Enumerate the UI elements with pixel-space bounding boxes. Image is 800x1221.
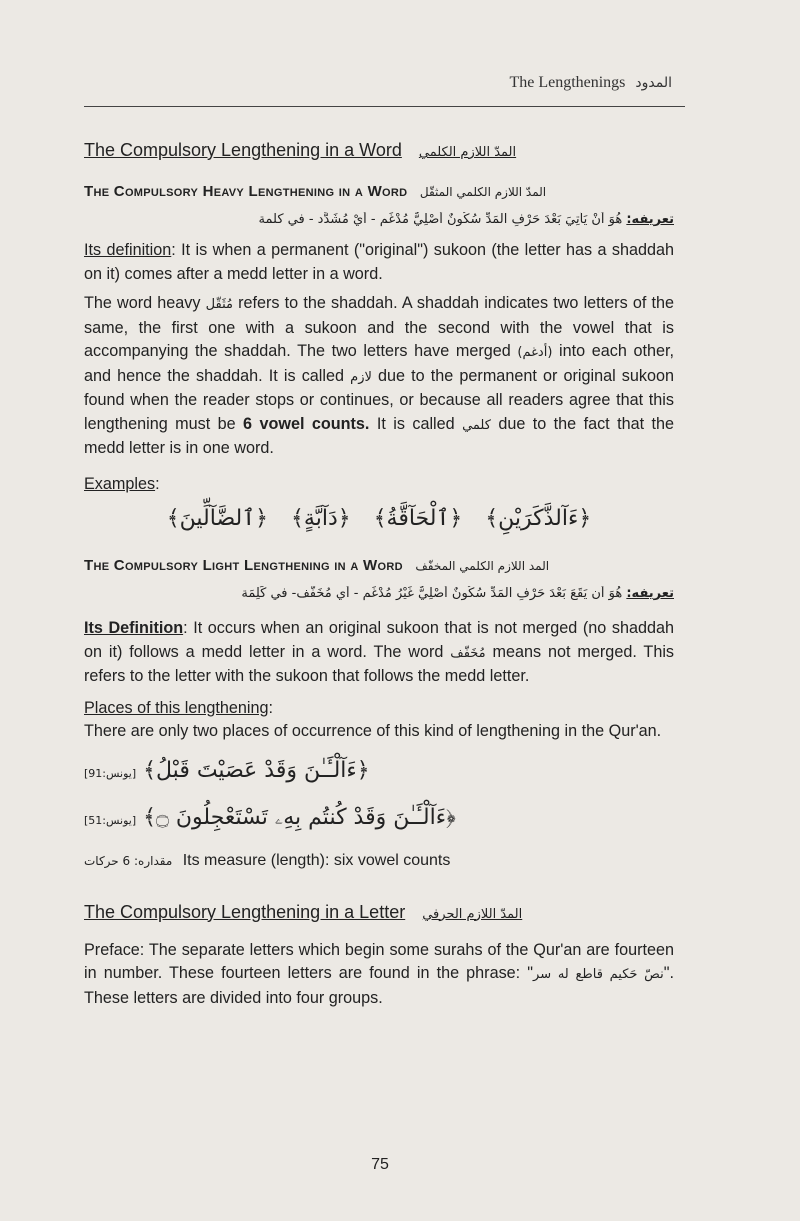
text-run: due to the fact that the medd letter is in one word. [84,414,674,457]
running-head-title: The Lengthenings [509,74,626,91]
text-run: : It occurs when an original sukoon that is not merged (no shaddah on it) follows a medd letter in a word. The word [84,619,674,661]
arabic-word-merged: (أدغم) [517,345,553,360]
its-definition-label: Its definition [84,241,172,259]
examples-label-line [84,473,674,497]
arabic-definition-text: هُوَ أَن يَقَعَ بَعْدَ حَرْفِ المَدِّ سُكُونٌ أَصْلِيٌّ غَيْرُ مُدْغَمٍ - أي مُخَفّف- في كَلِمَة [241,586,623,601]
verse-2-reference: [يونس:51] [84,813,137,827]
text-run: The word heavy [84,294,206,312]
heavy-explanation-paragraph [84,292,674,461]
places-label-line [84,697,674,721]
subheading-light-en: The Compulsory Light Lengthening in a Word [84,557,403,574]
subheading-light-ar: المد اللازم الكلمي المخفّف [415,559,550,573]
arabic-definition-label: تعريفه: [626,212,674,227]
six-vowel-counts: 6 vowel counts. [243,414,370,433]
section-heading-word [84,140,674,161]
header-rule [84,106,685,107]
preface-paragraph [84,939,674,1011]
text-run: means not merged. This refers to the letter with the sukoon that follows the medd letter. [84,642,675,685]
text-run: ". These letters are divided into four groups. [84,964,674,1007]
places-paragraph: There are only two places of occurrence of this kind of lengthening in the Qur'an. [84,722,662,740]
arabic-definition-heavy [84,212,674,227]
arabic-phrase: نصّ حَكيم قاطع له سر [533,967,664,982]
examples-row [84,506,674,531]
examples-label: Examples [84,474,156,493]
page-number: 75 [371,1156,389,1173]
example-word: ﴿ٱلضَّآلِّينَ﴾ [166,506,269,531]
page-content [84,140,674,1016]
text-run: refers to the shaddah. A shaddah indicates two letters of the same, the first one with a sukoon and the second with the vowel that is accompanying the shaddah. The two letters have merged [84,294,674,360]
arabic-word-heavy: مُثَقّل [205,297,233,312]
arabic-definition-label: تعريفه: [626,586,674,601]
places-colon: : [268,698,273,717]
text-run: due to the permanent or original sukoon found when the reader stops or continues, or because all readers agree that this lengthening must be [84,366,674,433]
text-run: Preface: The separate letters which begin some surahs of the Qur'an are fourteen in number. These fourteen letters are found in the phrase: " [84,940,674,982]
its-definition-text: : It is when a permanent ("original") sukoon (the letter has a shaddah on it) comes after a medd letter in a word. [84,241,674,283]
arabic-word-lazim: لازم [350,369,372,385]
places-label: Places of this lengthening [84,698,269,717]
subheading-heavy [84,183,674,200]
section-heading-letter-en: The Compulsory Lengthening in a Letter [84,901,406,922]
examples-colon: : [155,474,160,493]
arabic-definition-light [84,586,674,601]
section-heading-word-en: The Compulsory Lengthening in a Word [84,140,402,160]
light-definition-paragraph [84,617,674,689]
text-run: It is called [369,414,463,433]
subheading-light [84,557,674,574]
verse-1 [84,758,674,783]
verse-1-text: ﴿ءَآلْـَٔـٰنَ وَقَدْ عَصَيْتَ قَبْلُ﴾ [143,757,370,783]
example-word: ﴿ٱلْحَآقَّةُ﴾ [373,506,463,531]
its-definition-label: Its Definition [84,619,184,637]
measure-english: Its measure (length): six vowel counts [182,851,451,869]
arabic-word-kalimi: كلمي [462,417,491,433]
subheading-heavy-en: The Compulsory Heavy Lengthening in a Word [84,183,408,200]
arabic-word-mukhaffaf: مُخَفّف [450,645,486,661]
arabic-definition-text: هُوَ أَنْ يَأْتِيَ بَعْدَ حَرْفِ المَدِّ سُكُونٌ أَصْلِيٌّ مُدْغَم - أَيْ مُشَدَّد - في كلمة [258,212,623,227]
verse-2 [84,805,674,830]
heavy-definition-paragraph [84,239,674,286]
section-heading-letter [84,902,674,923]
example-word: ﴿ءَآلذَّكَرَيْنِ﴾ [485,506,592,531]
verse-2-text: ﴿ءَآلْـَٔـٰنَ وَقَدْ كُنتُم بِهِۦ تَسْتَعْجِلُونَ ۝﴾ [143,804,456,830]
measure-line [84,852,674,870]
text-run: into each other, and hence the shaddah. It is called [84,342,674,385]
section-heading-word-ar: المدّ اللازم الكلمي [418,145,517,160]
running-head [509,74,672,92]
subheading-heavy-ar: المدّ اللازم الكلمي المثقّل [419,185,547,199]
measure-arabic: مقداره: 6 حركات [84,853,173,868]
example-word: ﴿دَآبَّةٍ﴾ [291,506,351,531]
section-heading-letter-ar: المدّ اللازم الحرفي [422,906,523,922]
verse-1-reference: [يونس:91] [84,766,137,780]
running-head-arabic: المدود [635,75,672,91]
